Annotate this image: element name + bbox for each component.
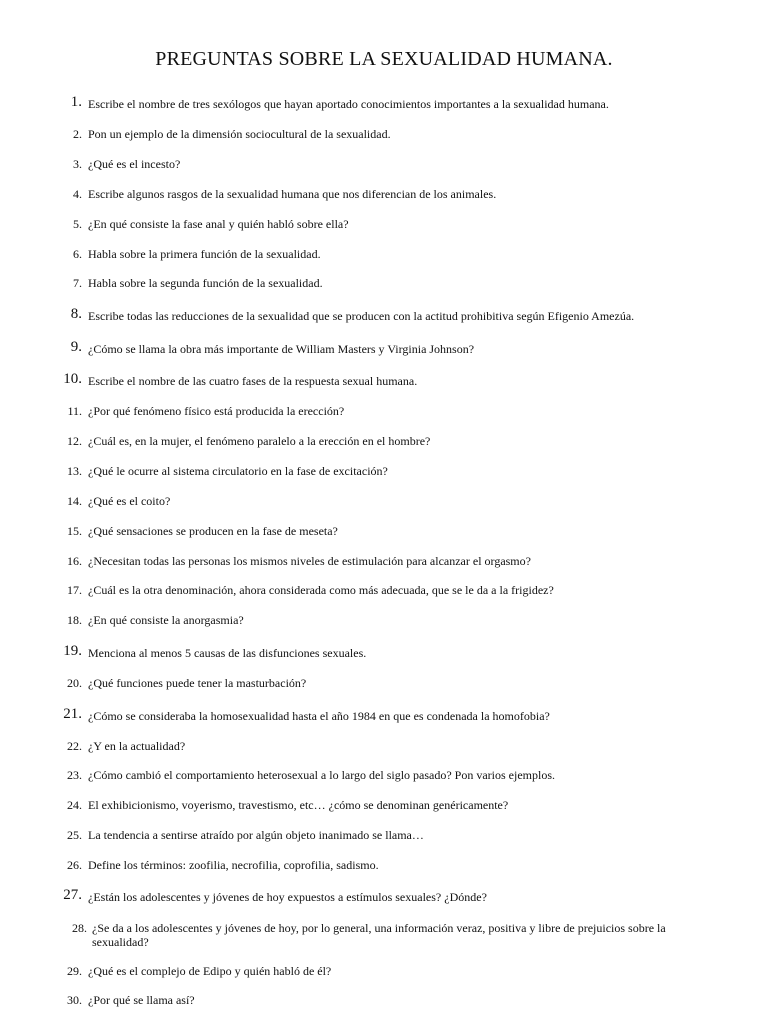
question-text: Habla sobre la primera función de la sexualidad. xyxy=(88,247,321,261)
question-number: 24. xyxy=(67,798,82,812)
question-text: Escribe el nombre de las cuatro fases de la respuesta sexual humana. xyxy=(88,374,418,388)
question-number: 27. xyxy=(63,887,82,903)
question-text: ¿Se da a los adolescentes y jóvenes de hoy, por lo general, una información veraz, positiva y libre de prejuicios sobre la sexualidad? xyxy=(92,921,666,949)
question-text: ¿Cómo cambió el comportamiento heterosexual a lo largo del siglo pasado? Pon varios ejemplos. xyxy=(88,768,555,782)
question-number: 13. xyxy=(67,464,82,478)
question-number: 30. xyxy=(67,993,82,1007)
question-number: 21. xyxy=(63,706,82,722)
question-text: Escribe todas las reducciones de la sexualidad que se producen con la actitud prohibitiva según Efigenio Amezúa. xyxy=(88,309,635,323)
question-text: La tendencia a sentirse atraído por algún objeto inanimado se llama… xyxy=(88,828,424,842)
question-text: Escribe algunos rasgos de la sexualidad humana que nos diferencian de los animales. xyxy=(88,187,497,201)
question-text: ¿Qué sensaciones se producen en la fase de meseta? xyxy=(88,524,338,538)
question-text: Pon un ejemplo de la dimensión sociocultural de la sexualidad. xyxy=(88,127,391,141)
question-number: 1. xyxy=(70,94,82,110)
question-number: 14. xyxy=(67,494,82,508)
question-text: ¿Qué es el incesto? xyxy=(88,157,181,171)
question-number: 5. xyxy=(73,217,82,231)
question-text: Escribe el nombre de tres sexólogos que hayan aportado conocimientos importantes a la sexualidad humana. xyxy=(88,97,609,111)
question-number: 12. xyxy=(67,434,82,448)
question-number: 6. xyxy=(73,247,82,261)
question-text: ¿Qué funciones puede tener la masturbación? xyxy=(88,676,307,690)
question-text: ¿Necesitan todas las personas los mismos niveles de estimulación para alcanzar el orgasmo? xyxy=(88,554,531,568)
question-number: 2. xyxy=(73,127,82,141)
question-number: 29. xyxy=(67,964,82,978)
question-number: 8. xyxy=(70,306,82,322)
question-number: 20. xyxy=(67,676,82,690)
question-number: 19. xyxy=(63,643,82,659)
question-number: 3. xyxy=(73,157,82,171)
question-text: Habla sobre la segunda función de la sexualidad. xyxy=(88,276,323,290)
question-text: ¿Y en la actualidad? xyxy=(88,739,186,753)
question-number: 25. xyxy=(67,828,82,842)
question-text: ¿Qué es el coito? xyxy=(88,494,171,508)
question-text: ¿Por qué se llama así? xyxy=(88,993,195,1007)
question-number: 28. xyxy=(72,921,87,935)
question-text: El exhibicionismo, voyerismo, travestismo, etc… ¿cómo se denominan genéricamente? xyxy=(88,798,509,812)
question-number: 17. xyxy=(67,583,82,597)
question-number: 18. xyxy=(67,613,82,627)
question-number: 7. xyxy=(73,276,82,290)
question-text: Define los términos: zoofilia, necrofilia, coprofilia, sadismo. xyxy=(88,858,379,872)
question-text: ¿Cuál es, en la mujer, el fenómeno paralelo a la erección en el hombre? xyxy=(88,434,431,448)
question-number: 23. xyxy=(67,768,82,782)
question-text: ¿Cómo se llama la obra más importante de William Masters y Virginia Johnson? xyxy=(88,342,475,356)
question-text: ¿Qué es el complejo de Edipo y quién habló de él? xyxy=(88,964,332,978)
question-number: 4. xyxy=(73,187,82,201)
question-number: 16. xyxy=(67,554,82,568)
question-text: ¿En qué consiste la fase anal y quién habló sobre ella? xyxy=(88,217,349,231)
question-number: 22. xyxy=(67,739,82,753)
page-title: PREGUNTAS SOBRE LA SEXUALIDAD HUMANA. xyxy=(155,48,613,70)
question-text: ¿Cuál es la otra denominación, ahora considerada como más adecuada, que se le da a la frigidez? xyxy=(88,583,554,597)
question-number: 9. xyxy=(70,339,82,355)
question-number: 26. xyxy=(67,858,82,872)
question-text: Menciona al menos 5 causas de las disfunciones sexuales. xyxy=(88,646,367,660)
question-text: ¿Están los adolescentes y jóvenes de hoy expuestos a estímulos sexuales? ¿Dónde? xyxy=(88,890,487,904)
question-text: ¿Por qué fenómeno físico está producida la erección? xyxy=(88,404,345,418)
question-text: ¿Qué le ocurre al sistema circulatorio en la fase de excitación? xyxy=(88,464,388,478)
question-text: ¿Cómo se consideraba la homosexualidad hasta el año 1984 en que es condenada la homofobia? xyxy=(88,709,550,723)
question-number: 10. xyxy=(63,371,82,387)
question-text: ¿En qué consiste la anorgasmia? xyxy=(88,613,244,627)
question-number: 11. xyxy=(67,404,82,418)
question-number: 15. xyxy=(67,524,82,538)
